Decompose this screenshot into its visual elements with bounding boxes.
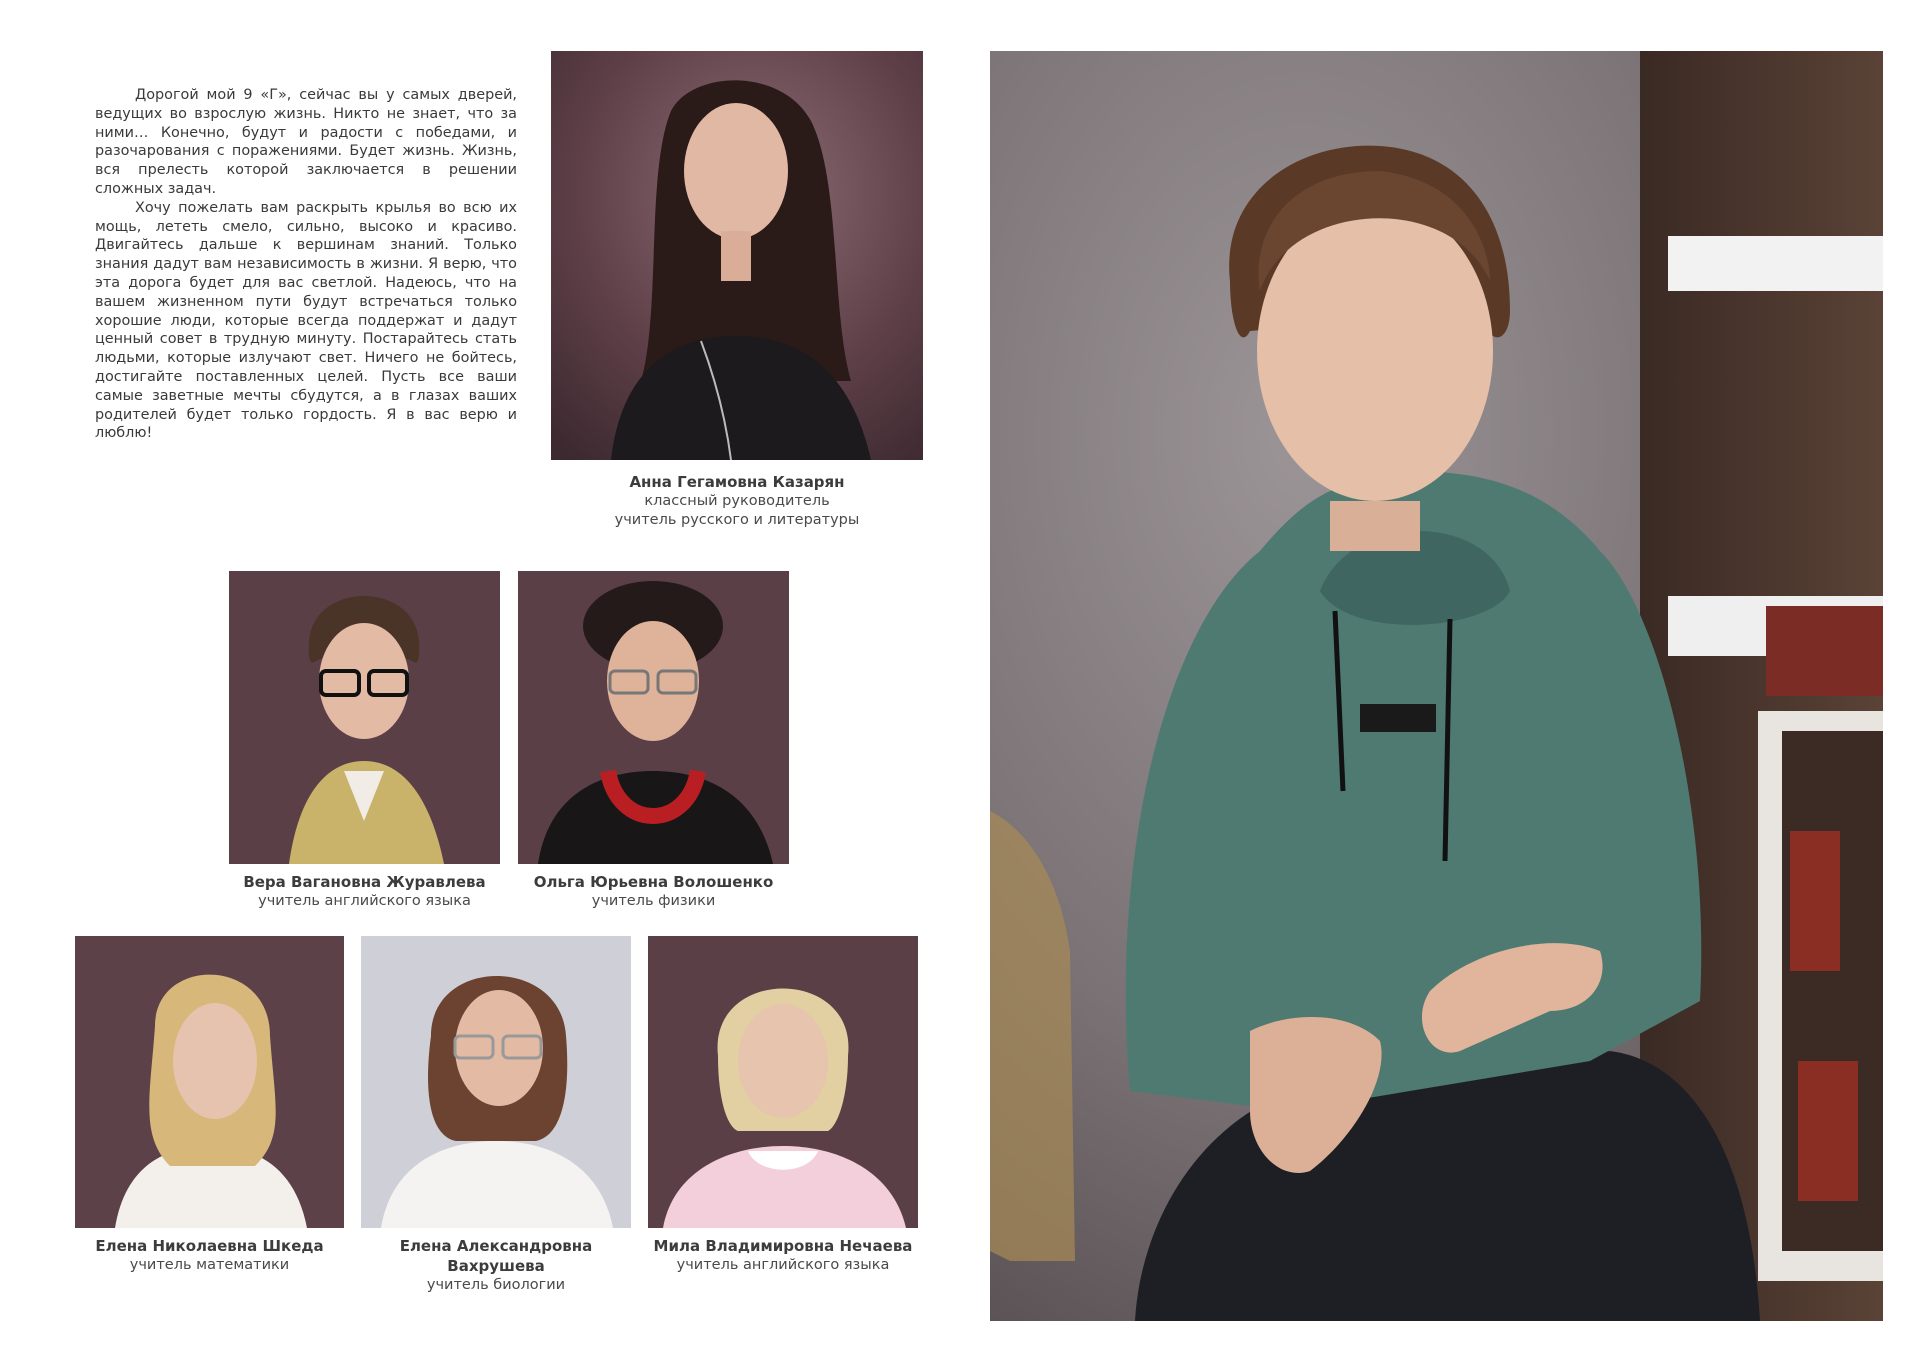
teacher-caption-4 — [349, 1236, 643, 1295]
class-teacher-role: классный руководитель — [644, 493, 830, 509]
teacher-portrait-1 — [229, 571, 500, 864]
class-teacher-letter — [95, 86, 517, 443]
teacher-role-5: учитель английского языка — [676, 1257, 890, 1273]
teacher-name-5: Мила Владимировна Нечаева — [653, 1237, 913, 1255]
teacher-caption-2 — [518, 872, 789, 911]
class-teacher-caption — [551, 472, 923, 530]
teacher-role-2: учитель физики — [591, 893, 716, 909]
teacher-caption-3 — [75, 1236, 344, 1275]
letter-paragraph-2: Хочу пожелать вам раскрыть крылья во всю их мощь, лететь смело, сильно, высоко и красиво. Двигайтесь дальше к вершинам знаний. Только знания дадут вам независимость в жизни. Я верю, что эта дорога будет для вас светлой. Надеюсь, что на вашем жизненном пути будут встречаться только хорошие люди, которые всегда поддержат и дадут ценный совет в трудную минуту. Постарайтесь стать людьми, которые излучают свет. Ничего не бойтесь, достигайте поставленных целей. Пусть все ваши самые заветные мечты сбудутся, а в глазах ваших родителей будет только гордость. Я в вас верю и люблю! — [95, 199, 517, 442]
teacher-portrait-5 — [648, 936, 918, 1228]
teacher-portrait-3 — [75, 936, 344, 1228]
class-teacher-subject: учитель русского и литературы — [614, 512, 860, 528]
teacher-portrait-4 — [361, 936, 631, 1228]
student-portrait — [990, 51, 1883, 1321]
teacher-name-1: Вера Вагановна Журавлева — [243, 873, 486, 891]
teacher-name-3: Елена Николаевна Шкеда — [95, 1237, 324, 1255]
class-teacher-name: Анна Гегамовна Казарян — [629, 473, 845, 491]
teacher-role-1: учитель английского языка — [258, 893, 471, 909]
teacher-name-4: Елена Александровна Вахрушева — [399, 1237, 593, 1275]
teacher-caption-1 — [229, 872, 500, 911]
letter-paragraph-1: Дорогой мой 9 «Г», сейчас вы у самых дверей, ведущих во взрослую жизнь. Никто не знает, что за ними… Конечно, будут и радости с победами, и разочарования с поражениями. Будет жизнь. Жизнь, вся прелесть которой заключается в решении сложных задач. — [95, 87, 517, 197]
teacher-name-2: Ольга Юрьевна Волошенко — [533, 873, 774, 891]
teacher-role-3: учитель математики — [129, 1257, 290, 1273]
teacher-caption-5 — [648, 1236, 918, 1275]
class-teacher-portrait — [551, 51, 923, 460]
teacher-role-4: учитель биологии — [426, 1277, 566, 1293]
teacher-portrait-2 — [518, 571, 789, 864]
